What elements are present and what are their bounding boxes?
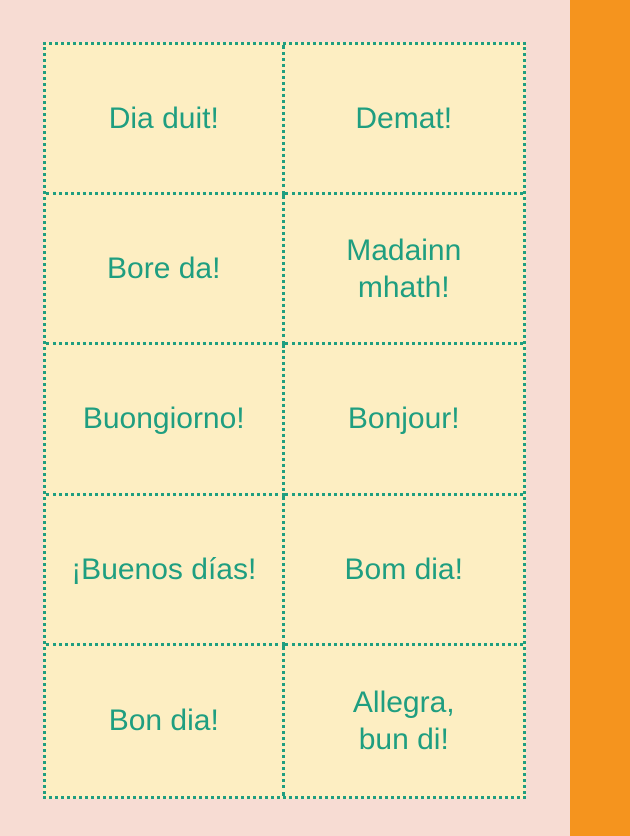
greeting-card: ¡Buenos días! — [46, 496, 285, 646]
greeting-card: Bore da! — [46, 195, 285, 345]
greeting-card: Madainn mhath! — [285, 195, 524, 345]
greeting-card: Demat! — [285, 45, 524, 195]
greeting-card: Bonjour! — [285, 345, 524, 495]
orange-side-strip — [570, 0, 630, 836]
greeting-card-grid — [43, 42, 526, 799]
greeting-card: Bom dia! — [285, 496, 524, 646]
greeting-card: Dia duit! — [46, 45, 285, 195]
greeting-card: Buongiorno! — [46, 345, 285, 495]
greeting-card: Allegra, bun di! — [352, 685, 455, 756]
greeting-card: Bon dia! — [46, 646, 285, 796]
